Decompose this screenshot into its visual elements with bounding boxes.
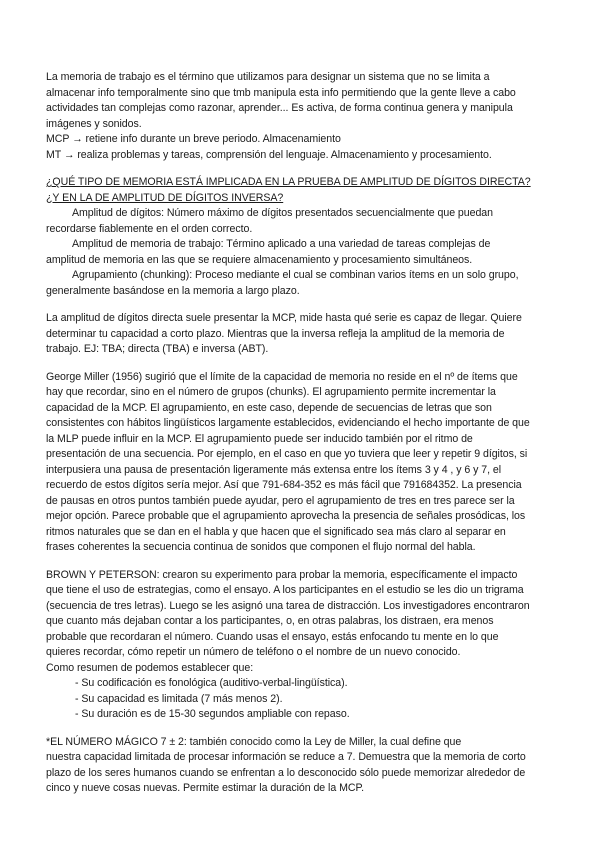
- definition-line: Amplitud de memoria de trabajo: Término aplicado a una variedad de tareas complejas de: [72, 238, 491, 250]
- text-line: de pausas en otros puntos también puede ayudar, pero el agrupamiento de tres en tres parece ser la: [46, 494, 515, 507]
- text-line: la MLP puede influir en la MCP. El agrupamiento puede ser inducido también por el ritmo de: [46, 432, 473, 445]
- definition-line: Amplitud de dígitos: Número máximo de dígitos presentados secuencialmente que puedan: [72, 207, 493, 219]
- text-line: recuerdo de estos dígitos sería mejor. Así que 791-684-352 es más fácil que 791684352. La presencia: [46, 479, 522, 491]
- text-line: que tiene el uso de estrategias, como el ensayo. A los participantes en el estudio se les dio un trigrama: [46, 584, 524, 596]
- text-line: mejor opción. Parece probable que el agrupamiento aprovecha la presencia de señales prosódicas, los: [46, 510, 526, 522]
- definition-line: recordarse fiablemente en el orden correcto.: [46, 222, 253, 235]
- paragraph-digit-span-direct: [46, 311, 586, 358]
- text-line: MCP → retiene info durante un breve periodo. Almacenamiento: [46, 133, 341, 145]
- text-line: almacenar info temporalmente sino que tmb manipula esta info permitiendo que la gente lleve a cabo: [46, 86, 516, 99]
- text-line: La amplitud de dígitos directa suele presentar la MCP, mide hasta qué serie es capaz de llegar. Quiere: [46, 312, 522, 324]
- text-line: que cuanto más dejaban contar a los participantes, o, en otras palabras, los distraen, era menos: [46, 615, 494, 627]
- text-line: trabajo. EJ: TBA; directa (TBA) e inversa (ABT).: [46, 343, 269, 355]
- section-digit-span: [46, 175, 586, 299]
- section-heading: ¿QUÉ TIPO DE MEMORIA ESTÁ IMPLICADA EN LA PRUEBA DE AMPLITUD DE DÍGITOS DIRECTA?: [46, 176, 531, 188]
- paragraph-working-memory: [46, 70, 586, 163]
- text-line: interpusiera una pausa de presentación ligeramente más extensa entre los ítems 3 y 4 , y 6 y 7, el: [46, 463, 502, 476]
- text-line: frases coherentes la secuencia continua de sonidos que componen el flujo normal del habla.: [46, 541, 476, 553]
- text-line: quieres recordar, cómo repetir un número de teléfono o el nombre de un nuevo conocido.: [46, 646, 461, 658]
- list-item: - Su codificación es fonológica (auditivo-verbal-lingüística).: [75, 677, 348, 689]
- definition-line: Agrupamiento (chunking): Proceso mediante el cual se combinan varios ítems en un solo grupo,: [72, 269, 519, 281]
- text-line: capacidad de la MCP. El agrupamiento, en este caso, depende de secuencias de letras que son: [46, 401, 492, 414]
- document-page: [46, 70, 586, 809]
- text-line: imágenes y sonidos.: [46, 117, 142, 130]
- text-line: hay que recordar, sino en el número de grupos (chunks). El agrupamiento permite incrementar la: [46, 386, 496, 398]
- text-line: La memoria de trabajo es el término que utilizamos para designar un sistema que no se limita a: [46, 71, 490, 83]
- text-line: (secuencia de tres letras). Luego se les asignó una tarea de distracción. Los investigadores encontraron: [46, 599, 530, 612]
- paragraph-george-miller: [46, 370, 586, 556]
- text-line: nuestra capacidad limitada de procesar información se reduce a 7. Demuestra que la memoria de corto: [46, 751, 526, 763]
- text-line: MT → realiza problemas y tareas, comprensión del lenguaje. Almacenamiento y procesamiento.: [46, 148, 492, 161]
- text-line: consistentes con hábitos lingüísticos largamente establecidos, evidenciando el hecho importante de que: [46, 417, 530, 429]
- text-line: BROWN Y PETERSON: crearon su experimento para probar la memoria, específicamente el impacto: [46, 568, 518, 581]
- definition-line: amplitud de memoria en las que se requiere almacenamiento y procesamiento simultáneos.: [46, 253, 473, 266]
- text-line: George Miller (1956) sugirió que el límite de la capacidad de memoria no reside en el nº de ítems que: [46, 370, 518, 383]
- section-heading: ¿Y EN LA DE AMPLITUD DE DÍGITOS INVERSA?: [46, 191, 284, 204]
- text-line: Como resumen de podemos establecer que:: [46, 661, 254, 674]
- text-line: *EL NÚMERO MÁGICO 7 ± 2: también conocido como la Ley de Miller, la cual define que: [46, 735, 462, 748]
- text-line: cinco y nueve cosas nuevas. Permite estimar la duración de la MCP.: [46, 782, 365, 794]
- text-line: ritmos naturales que se dan en el habla y que hacen que el significado sea más claro al separar en: [46, 525, 506, 538]
- list-item: - Su capacidad es limitada (7 más menos 2).: [75, 692, 283, 705]
- text-line: determinar tu capacidad a corto plazo. Mientras que la inversa refleja la amplitud de la memoria de: [46, 327, 505, 340]
- paragraph-brown-peterson: [46, 568, 586, 723]
- list-item: - Su duración es de 15-30 segundos ampliable con repaso.: [75, 708, 350, 720]
- paragraph-magic-number: [46, 735, 586, 797]
- definition-line: generalmente basándose en la memoria a largo plazo.: [46, 284, 300, 297]
- text-line: presentación de una secuencia. Por ejemplo, en el caso en que yo tuviera que leer y repetir 9 dígitos, si: [46, 448, 528, 460]
- text-line: plazo de los seres humanos cuando se enfrentan a lo desconocido sólo puede memorizar alrededor de: [46, 766, 526, 779]
- text-line: probable que recordaran el número. Cuando usas el ensayo, estás enfocando tu mente en lo que: [46, 630, 499, 643]
- text-line: actividades tan complejas como razonar, aprender... Es activa, de forma continua genera y manipula: [46, 102, 513, 114]
